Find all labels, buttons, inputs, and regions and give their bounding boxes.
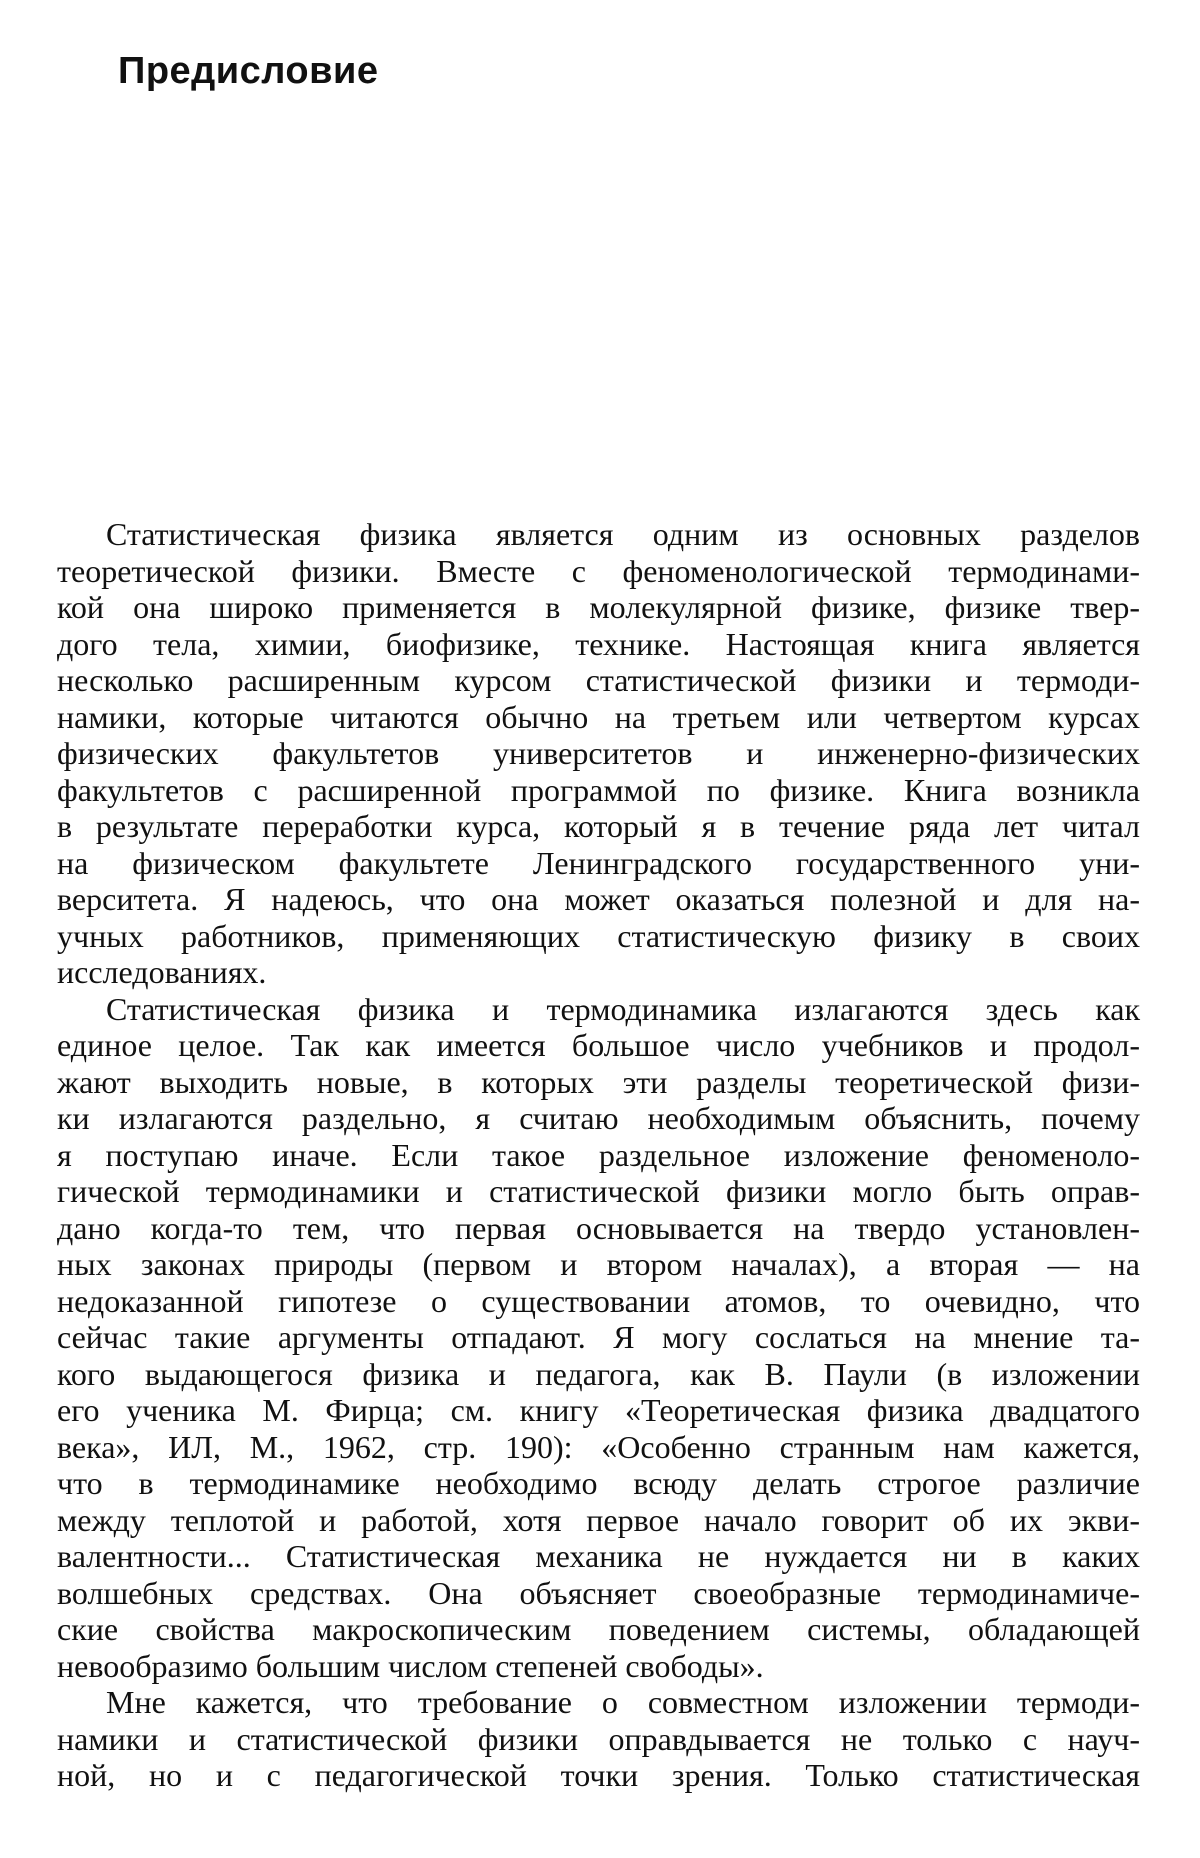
text-line: жают выходить новые, в которых эти разделы теоретической физи- bbox=[57, 1063, 1140, 1100]
paragraph-1 bbox=[57, 516, 1140, 991]
text-line: верситета. Я надеюсь, что она может оказаться полезной и для на- bbox=[57, 881, 1140, 917]
text-line: между теплотой и работой, хотя первое начало говорит об их экви- bbox=[57, 1501, 1140, 1538]
text-line: ной, но и с педагогической точки зрения. Только статистическая bbox=[57, 1757, 1140, 1793]
body-text bbox=[57, 516, 1140, 1794]
text-line: физических факультетов университетов и инженерно-физических bbox=[57, 735, 1140, 771]
paragraph-2 bbox=[57, 991, 1140, 1685]
text-line: факультетов с расширенной программой по физике. Книга возникла bbox=[57, 771, 1140, 808]
text-line: намики и статистической физики оправдывается не только с науч- bbox=[57, 1720, 1140, 1757]
text-line: Мне кажется, что требование о совместном изложении термоди- bbox=[106, 1684, 1140, 1720]
text-line: на физическом факультете Ленинградского государственного уни- bbox=[57, 844, 1140, 881]
text-line: единое целое. Так как имеется большое число учебников и продол- bbox=[57, 1027, 1140, 1063]
text-line: невообразимо большим числом степеней свободы». bbox=[57, 1647, 764, 1684]
text-line: валентности... Статистическая механика не нуждается ни в каких bbox=[57, 1538, 1140, 1574]
text-line: века», ИЛ, М., 1962, стр. 190): «Особенно странным нам кажется, bbox=[57, 1428, 1140, 1465]
text-line: недоказанной гипотезе о существовании атомов, то очевидно, что bbox=[57, 1282, 1140, 1319]
text-line: ки излагаются раздельно, я считаю необходимым объяснить, почему bbox=[57, 1100, 1140, 1136]
text-line: Статистическая физика является одним из основных разделов bbox=[106, 516, 1140, 552]
text-line: несколько расширенным курсом статистической физики и термоди- bbox=[57, 662, 1140, 698]
text-line: теоретической физики. Вместе с феноменологической термодинами- bbox=[57, 552, 1140, 589]
text-line: я поступаю иначе. Если такое раздельное изложение феноменоло- bbox=[57, 1136, 1140, 1173]
text-line: его ученика М. Фирца; см. книгу «Теоретическая физика двадцатого bbox=[57, 1392, 1140, 1428]
text-line: намики, которые читаются обычно на третьем или четвертом курсах bbox=[57, 698, 1140, 735]
section-heading: Предисловие bbox=[118, 50, 379, 92]
text-line: Статистическая физика и термодинамика излагаются здесь как bbox=[106, 990, 1140, 1027]
text-line: что в термодинамике необходимо всюду делать строгое различие bbox=[57, 1465, 1140, 1501]
text-line: дого тела, химии, биофизике, технике. Настоящая книга является bbox=[57, 625, 1140, 662]
text-line: кого выдающегося физика и педагога, как В. Паули (в изложении bbox=[57, 1355, 1140, 1392]
text-line: исследованиях. bbox=[57, 954, 267, 990]
text-line: ские свойства макроскопическим поведением системы, обладающей bbox=[57, 1611, 1140, 1647]
text-line: в результате переработки курса, который я в течение ряда лет читал bbox=[57, 808, 1140, 844]
text-line: кой она широко применяется в молекулярной физике, физике твер- bbox=[57, 589, 1140, 625]
text-line: гической термодинамики и статистической физики могло быть оправ- bbox=[57, 1173, 1140, 1209]
text-line: сейчас такие аргументы отпадают. Я могу сослаться на мнение та- bbox=[57, 1319, 1140, 1355]
text-line: ных законах природы (первом и втором началах), а вторая — на bbox=[57, 1246, 1140, 1282]
text-line: волшебных средствах. Она объясняет своеобразные термодинамиче- bbox=[57, 1574, 1140, 1611]
text-line: учных работников, применяющих статистическую физику в своих bbox=[57, 917, 1140, 954]
paragraph-3 bbox=[57, 1684, 1140, 1794]
text-line: дано когда-то тем, что первая основывается на твердо установлен- bbox=[57, 1209, 1140, 1246]
